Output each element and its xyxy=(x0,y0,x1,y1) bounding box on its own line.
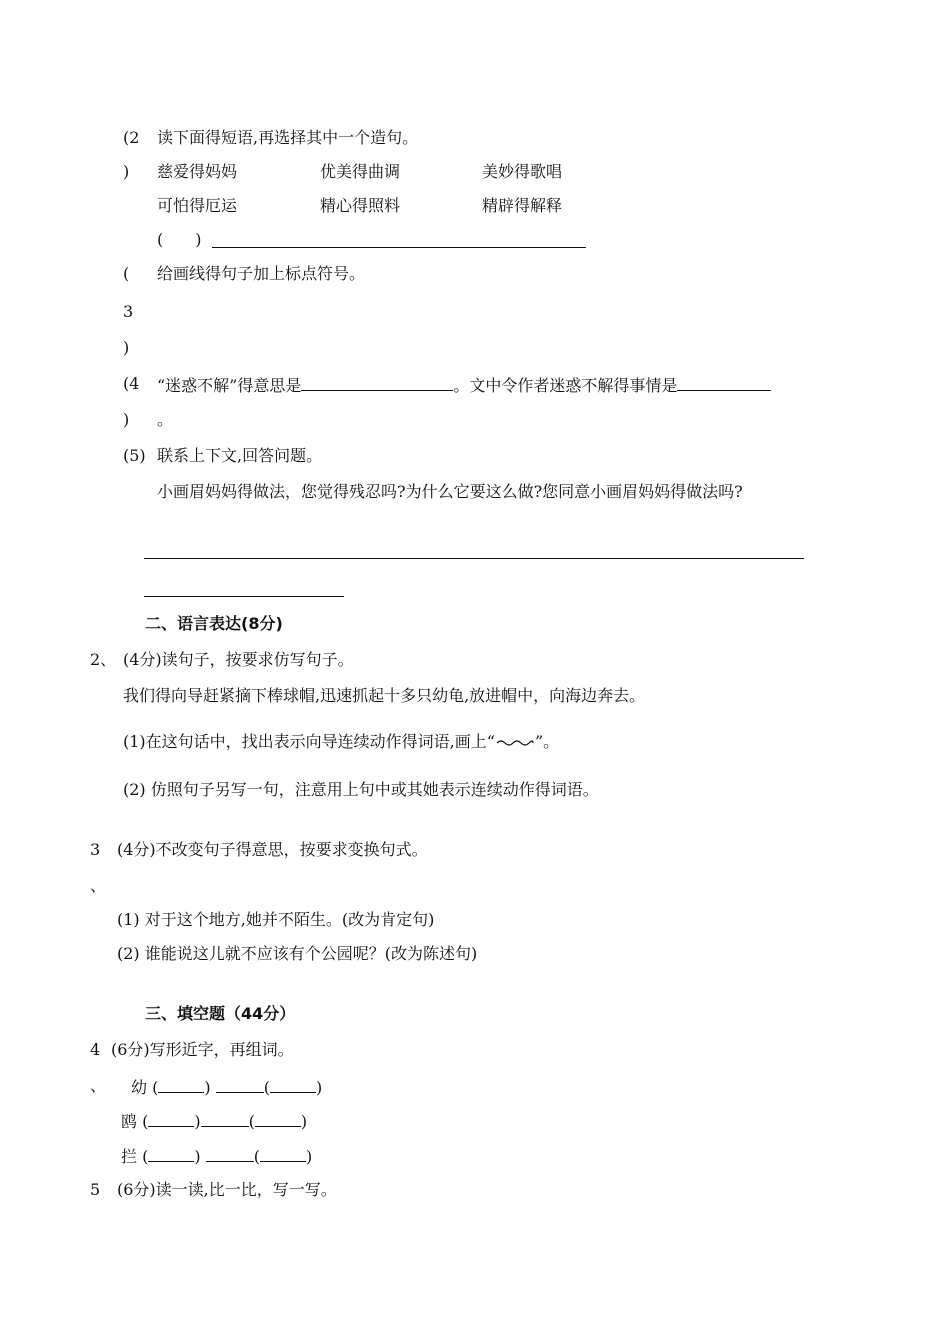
q5-question: 小画眉妈妈得做法，您觉得残忍吗?为什么它要这么做?您同意小画眉妈妈得做法吗? xyxy=(157,482,743,501)
item4-blank-2b[interactable] xyxy=(201,1110,249,1127)
item2-sub1 xyxy=(123,732,559,752)
item3-sub2: (2) 谁能说这儿就不应该有个公园呢？(改为陈述句) xyxy=(117,944,478,963)
q3-number-open: ( xyxy=(123,264,130,283)
q4-end: 。 xyxy=(157,410,174,429)
item4-blank-3a[interactable] xyxy=(148,1145,194,1162)
item3-number-comma: 、 xyxy=(90,876,107,895)
item3-sub1: (1) 对于这个地方,她并不陌生。(改为肯定句) xyxy=(117,910,435,929)
q4-blank-2[interactable] xyxy=(677,374,771,391)
q5-number: (5) xyxy=(123,446,146,465)
item4-blank-1b[interactable] xyxy=(216,1076,264,1093)
item4-blank-1a[interactable] xyxy=(158,1076,204,1093)
item3-instruction: (4分)不改变句子得意思，按要求变换句式。 xyxy=(117,840,428,859)
phrase-2: 优美得曲调 xyxy=(320,162,401,181)
phrase-5: 精心得照料 xyxy=(320,196,401,215)
item4-row-2: 鸥 ( ) ( ) xyxy=(121,1112,308,1131)
item2-sub1-text: (1)在这句话中，找出表示向导连续动作得词语,画上“ xyxy=(123,732,495,751)
q4-blank-1[interactable] xyxy=(301,374,453,391)
q2-answer-line[interactable] xyxy=(212,247,586,248)
item4-row-3: 拦 ( ) ( ) xyxy=(121,1147,313,1166)
q4-text xyxy=(157,374,771,396)
item4-number-comma: 、 xyxy=(90,1076,107,1095)
item4-number: 4 xyxy=(90,1040,101,1059)
q5-answer-line-1[interactable] xyxy=(144,558,804,559)
item4-blank-2c[interactable] xyxy=(255,1110,301,1127)
item3-number: 3 xyxy=(90,840,101,859)
q3-instruction: 给画线得句子加上标点符号。 xyxy=(157,264,366,283)
q5-answer-line-2[interactable] xyxy=(144,596,344,597)
item4-char-1: 幼 xyxy=(131,1078,148,1097)
item4-instruction: (6分)写形近字，再组词。 xyxy=(111,1040,294,1059)
phrase-1: 慈爱得妈妈 xyxy=(157,162,238,181)
q3-number-close: ) xyxy=(123,338,130,357)
item5-number: 5 xyxy=(90,1180,101,1199)
q2-number: (2 xyxy=(123,128,140,147)
q3-number: 3 xyxy=(123,302,134,321)
q4-text-part2: 。文中令作者迷惑不解得事情是 xyxy=(453,376,678,395)
phrase-4: 可怕得厄运 xyxy=(157,196,238,215)
item4-row-1: 幼 ( ) ( ) xyxy=(131,1078,323,1097)
q2-number-close: ) xyxy=(123,162,130,181)
item2-instruction: (4分)读句子，按要求仿写句子。 xyxy=(123,650,354,669)
q2-instruction: 读下面得短语,再选择其中一个造句。 xyxy=(157,128,419,147)
phrase-6: 精辟得解释 xyxy=(482,196,563,215)
item4-blank-1c[interactable] xyxy=(270,1076,316,1093)
wavy-line-icon xyxy=(495,738,535,748)
q4-text-part1: “迷惑不解”得意思是 xyxy=(157,376,302,395)
section2-title: 二、语言表达(8分) xyxy=(145,614,283,633)
item4-blank-3c[interactable] xyxy=(260,1145,306,1162)
q4-number: (4 xyxy=(123,374,140,393)
section3-title: 三、填空题（44分） xyxy=(145,1004,296,1023)
q2-answer-paren: ( ) xyxy=(157,230,202,249)
q4-number-close: ) xyxy=(123,410,130,429)
item4-char-3: 拦 xyxy=(121,1147,138,1166)
item4-blank-3b[interactable] xyxy=(206,1145,254,1162)
phrase-3: 美妙得歌唱 xyxy=(482,162,563,181)
item2-sub1-end: ”。 xyxy=(534,732,560,751)
item5-instruction: (6分)读一读,比一比，写一写。 xyxy=(117,1180,337,1199)
item2-sub2: (2) 仿照句子另写一句，注意用上句中或其她表示连续动作得词语。 xyxy=(123,780,599,799)
item2-sentence: 我们得向导赶紧摘下棒球帽,迅速抓起十多只幼龟,放进帽中，向海边奔去。 xyxy=(123,686,646,705)
q5-instruction: 联系上下文,回答问题。 xyxy=(157,446,323,465)
item2-number: 2、 xyxy=(90,650,117,669)
item4-char-2: 鸥 xyxy=(121,1112,138,1131)
item4-blank-2a[interactable] xyxy=(148,1110,194,1127)
